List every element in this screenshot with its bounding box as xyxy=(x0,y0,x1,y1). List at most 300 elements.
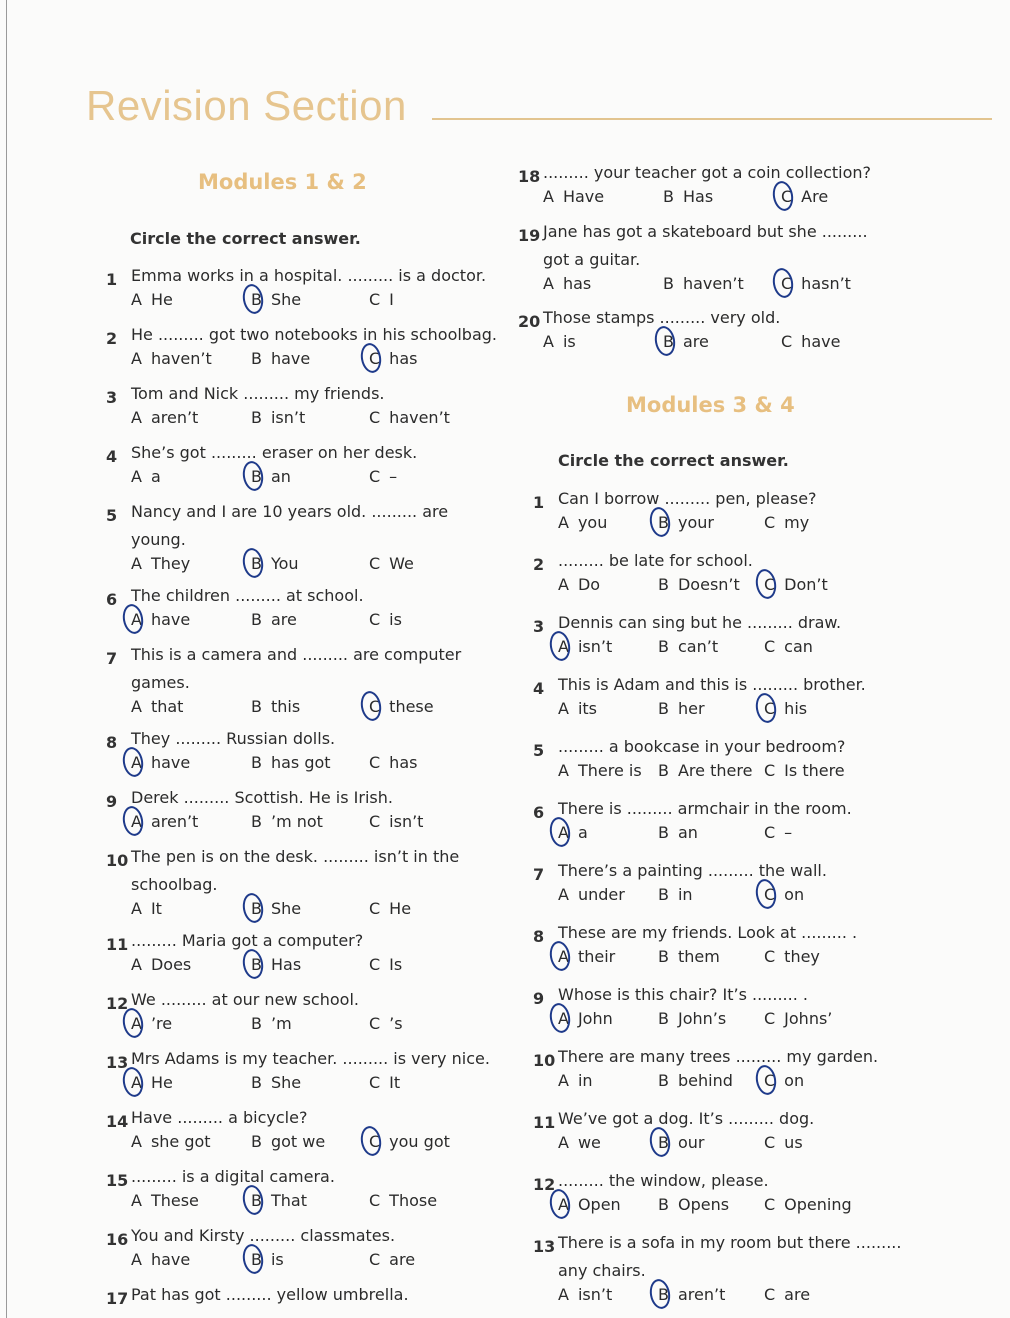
option-text: – xyxy=(389,467,398,486)
option-text: they xyxy=(784,947,820,966)
answer-option-a[interactable] xyxy=(558,883,625,906)
pen-circle-mark xyxy=(548,1001,573,1034)
answer-option-b[interactable] xyxy=(663,272,744,295)
question-text: This is Adam and this is ......... brother. xyxy=(558,675,866,694)
question-number: 2 xyxy=(533,555,545,574)
answer-option-b[interactable] xyxy=(251,1071,301,1094)
pen-circle-mark xyxy=(241,1183,266,1216)
option-text: He xyxy=(389,899,412,918)
option-text: my xyxy=(784,513,810,532)
answer-option-b[interactable] xyxy=(251,406,305,429)
answer-option-b[interactable] xyxy=(658,945,720,968)
option-letter: B xyxy=(658,1133,669,1152)
answer-option-c[interactable] xyxy=(781,272,851,295)
question-text: games. xyxy=(131,673,190,692)
option-letter: A xyxy=(131,1132,142,1151)
option-letter: A xyxy=(131,697,142,716)
answer-option-c[interactable] xyxy=(781,185,828,208)
answer-options xyxy=(543,272,893,295)
option-text: hasn’t xyxy=(801,274,851,293)
option-letter: A xyxy=(543,187,554,206)
option-text: has xyxy=(389,753,418,772)
option-letter: B xyxy=(251,349,262,368)
pen-circle-mark xyxy=(241,459,266,492)
option-letter: B xyxy=(251,610,262,629)
option-letter: C xyxy=(764,575,775,594)
option-letter: C xyxy=(764,1009,776,1028)
option-letter: B xyxy=(658,699,669,718)
option-text: isn’t xyxy=(389,812,424,831)
question-text: He ......... got two notebooks in his schoolbag. xyxy=(131,325,498,344)
option-text: have xyxy=(801,332,841,351)
pen-circle-mark xyxy=(359,689,384,722)
option-text: have xyxy=(150,1250,191,1269)
option-letter: B xyxy=(663,187,674,206)
option-text: He xyxy=(150,1073,173,1092)
option-text: are xyxy=(270,610,297,629)
option-letter: B xyxy=(663,332,674,351)
answer-option-b[interactable] xyxy=(658,573,740,596)
question-number: 9 xyxy=(106,792,118,811)
question-number: 6 xyxy=(533,803,545,822)
question-text: young. xyxy=(131,530,186,549)
option-letter: A xyxy=(131,1250,142,1269)
question-text: ......... Maria got a computer? xyxy=(131,931,364,950)
answer-options xyxy=(131,1130,481,1153)
answer-option-b[interactable] xyxy=(658,1007,726,1030)
question-text: ......... a bookcase in your bedroom? xyxy=(558,737,846,756)
answer-option-b[interactable] xyxy=(251,288,301,311)
answer-options xyxy=(131,751,481,774)
answer-option-c[interactable] xyxy=(369,810,423,833)
question-text: The children ......... at school. xyxy=(131,586,364,605)
pen-circle-mark xyxy=(548,815,573,848)
option-letter: C xyxy=(764,823,776,842)
answer-options xyxy=(131,347,481,370)
option-text: Doesn’t xyxy=(677,575,740,594)
option-letter: C xyxy=(764,699,775,718)
answer-option-c[interactable] xyxy=(764,1283,810,1306)
option-text: has got xyxy=(270,753,331,772)
answer-option-a[interactable] xyxy=(131,406,198,429)
answer-option-c[interactable] xyxy=(764,1131,803,1154)
question-text: There is ......... armchair in the room. xyxy=(558,799,852,818)
question-number: 12 xyxy=(533,1175,556,1194)
question-text: We ......... at our new school. xyxy=(131,990,359,1009)
option-text: Opening xyxy=(784,1195,852,1214)
answer-option-c[interactable] xyxy=(369,1071,400,1094)
answer-option-c[interactable] xyxy=(369,608,402,631)
option-letter: C xyxy=(764,513,776,532)
option-letter: A xyxy=(558,699,569,718)
pen-circle-mark xyxy=(548,1187,573,1220)
question-text: ......... your teacher got a coin collection? xyxy=(543,163,871,182)
option-letter: C xyxy=(781,274,792,293)
option-letter: B xyxy=(663,274,674,293)
answer-option-a[interactable] xyxy=(558,511,607,534)
option-text: is xyxy=(389,610,402,629)
option-letter: B xyxy=(658,513,669,532)
pen-circle-mark xyxy=(121,602,146,635)
option-letter: A xyxy=(558,1009,569,1028)
answer-option-a[interactable] xyxy=(131,695,183,718)
option-letter: A xyxy=(131,467,142,486)
option-letter: A xyxy=(543,274,554,293)
question-text: You and Kirsty ......... classmates. xyxy=(131,1226,396,1245)
answer-option-b[interactable] xyxy=(658,1069,733,1092)
answer-option-b[interactable] xyxy=(251,1130,325,1153)
option-letter: A xyxy=(558,513,569,532)
answer-option-b[interactable] xyxy=(663,185,713,208)
page-edge xyxy=(6,0,7,1318)
option-letter: B xyxy=(251,467,262,486)
option-letter: A xyxy=(131,1073,142,1092)
answer-option-c[interactable] xyxy=(764,1069,804,1092)
answer-option-b[interactable] xyxy=(251,465,291,488)
option-text: Those xyxy=(389,1191,438,1210)
answer-option-a[interactable] xyxy=(131,953,191,976)
answer-options xyxy=(558,1069,908,1092)
option-text: aren’t xyxy=(677,1285,726,1304)
answer-option-a[interactable] xyxy=(131,1130,211,1153)
question-number: 5 xyxy=(106,506,118,525)
answer-option-a[interactable] xyxy=(543,272,591,295)
question-text: Jane has got a skateboard but she ......... xyxy=(543,222,868,241)
pen-circle-mark xyxy=(648,1125,673,1158)
answer-options xyxy=(131,608,481,631)
answer-option-a[interactable] xyxy=(558,573,600,596)
option-text: our xyxy=(677,1133,705,1152)
answer-option-a[interactable] xyxy=(131,552,190,575)
answer-option-b[interactable] xyxy=(658,1193,729,1216)
answer-option-c[interactable] xyxy=(764,883,804,906)
answer-option-b[interactable] xyxy=(658,883,693,906)
answer-option-a[interactable] xyxy=(131,810,198,833)
answer-option-b[interactable] xyxy=(658,1283,725,1306)
answer-option-a[interactable] xyxy=(558,1007,613,1030)
question-text: Derek ......... Scottish. He is Irish. xyxy=(131,788,393,807)
answer-option-c[interactable] xyxy=(369,465,397,488)
answer-option-c[interactable] xyxy=(781,330,840,353)
option-letter: B xyxy=(658,1009,669,1028)
answer-option-b[interactable] xyxy=(251,1012,292,1035)
answer-option-c[interactable] xyxy=(369,751,417,774)
answer-option-c[interactable] xyxy=(764,511,809,534)
answer-option-a[interactable] xyxy=(558,759,642,782)
option-letter: B xyxy=(658,637,669,656)
option-text: haven’t xyxy=(150,349,212,368)
answer-option-b[interactable] xyxy=(663,330,709,353)
answer-option-b[interactable] xyxy=(658,697,705,720)
question-number: 11 xyxy=(533,1113,556,1132)
answer-option-a[interactable] xyxy=(558,1283,612,1306)
option-letter: B xyxy=(658,885,669,904)
question-number: 14 xyxy=(106,1112,129,1131)
question-text: There are many trees ......... my garden. xyxy=(558,1047,879,1066)
answer-options xyxy=(131,406,481,429)
option-letter: C xyxy=(369,290,381,309)
option-text: behind xyxy=(677,1071,733,1090)
question-text: Whose is this chair? It’s ......... . xyxy=(558,985,808,1004)
answer-option-a[interactable] xyxy=(543,185,604,208)
answer-options xyxy=(558,883,908,906)
option-text: your xyxy=(677,513,714,532)
answer-option-c[interactable] xyxy=(764,1193,852,1216)
answer-option-c[interactable] xyxy=(369,897,411,920)
option-text: in xyxy=(577,1071,593,1090)
option-letter: C xyxy=(764,761,776,780)
option-text: She xyxy=(270,290,302,309)
option-text: She xyxy=(270,899,302,918)
answer-option-c[interactable] xyxy=(764,635,813,658)
pen-circle-mark xyxy=(121,1065,146,1098)
pen-circle-mark xyxy=(121,1006,146,1039)
option-letter: A xyxy=(558,885,569,904)
answer-option-b[interactable] xyxy=(251,695,300,718)
option-letter: A xyxy=(131,899,142,918)
pen-circle-mark xyxy=(241,282,266,315)
answer-option-b[interactable] xyxy=(658,821,698,844)
answer-options xyxy=(558,1193,908,1216)
pen-circle-mark xyxy=(771,266,796,299)
answer-option-c[interactable] xyxy=(369,1248,415,1271)
answer-option-a[interactable] xyxy=(131,897,162,920)
option-letter: C xyxy=(369,1132,380,1151)
option-letter: C xyxy=(764,1133,776,1152)
option-letter: B xyxy=(251,1014,262,1033)
option-letter: C xyxy=(369,554,381,573)
question-number: 12 xyxy=(106,994,129,1013)
option-text: that xyxy=(150,697,184,716)
question-text: There’s a painting ......... the wall. xyxy=(558,861,827,880)
option-text: haven’t xyxy=(389,408,450,427)
option-text: a xyxy=(150,467,161,486)
option-text: an xyxy=(677,823,698,842)
option-letter: A xyxy=(131,812,142,831)
answer-options xyxy=(558,511,908,534)
question-number: 11 xyxy=(106,935,129,954)
option-letter: B xyxy=(658,575,669,594)
answer-option-a[interactable] xyxy=(131,1189,199,1212)
option-text: has xyxy=(562,274,592,293)
option-text: Are there xyxy=(677,761,753,780)
answer-option-b[interactable] xyxy=(251,751,331,774)
option-letter: B xyxy=(658,1195,669,1214)
option-letter: B xyxy=(251,753,262,772)
option-letter: C xyxy=(764,947,776,966)
option-text: under xyxy=(577,885,625,904)
answer-option-a[interactable] xyxy=(558,945,615,968)
option-letter: B xyxy=(251,812,262,831)
answer-options xyxy=(558,1007,908,1030)
option-letter: C xyxy=(369,349,380,368)
question-number: 10 xyxy=(106,851,129,870)
answer-option-b[interactable] xyxy=(251,810,323,833)
answer-option-c[interactable] xyxy=(764,821,792,844)
question-text: ......... is a digital camera. xyxy=(131,1167,335,1186)
question-number: 3 xyxy=(106,388,118,407)
option-text: has xyxy=(389,349,418,368)
option-letter: C xyxy=(369,408,381,427)
option-text: you got xyxy=(389,1132,450,1151)
answer-option-c[interactable] xyxy=(369,347,417,370)
question-text: The pen is on the desk. ......... isn’t in the xyxy=(131,847,460,866)
answer-option-a[interactable] xyxy=(131,465,161,488)
answer-option-c[interactable] xyxy=(369,953,402,976)
answer-option-a[interactable] xyxy=(131,1012,172,1035)
pen-circle-mark xyxy=(754,691,779,724)
option-text: John xyxy=(577,1009,613,1028)
option-text: It xyxy=(389,1073,401,1092)
option-letter: B xyxy=(658,1071,669,1090)
pen-circle-mark xyxy=(359,341,384,374)
option-letter: B xyxy=(251,1132,262,1151)
question-number: 5 xyxy=(533,741,545,760)
option-text: That xyxy=(270,1191,307,1210)
option-text: haven’t xyxy=(682,274,744,293)
option-letter: A xyxy=(558,1195,569,1214)
answer-option-c[interactable] xyxy=(369,288,394,311)
question-number: 18 xyxy=(518,167,541,186)
answer-option-c[interactable] xyxy=(369,1130,450,1153)
answer-option-c[interactable] xyxy=(369,406,450,429)
option-letter: B xyxy=(251,554,262,573)
question-text: She’s got ......... eraser on her desk. xyxy=(131,443,418,462)
option-letter: A xyxy=(131,955,142,974)
option-letter: A xyxy=(131,554,142,573)
answer-option-c[interactable] xyxy=(764,945,820,968)
option-text: isn’t xyxy=(270,408,306,427)
question-number: 7 xyxy=(533,865,545,884)
question-number: 13 xyxy=(106,1053,129,1072)
question-text: Emma works in a hospital. ......... is a doctor. xyxy=(131,266,487,285)
answer-options xyxy=(558,945,908,968)
pen-circle-mark xyxy=(548,629,573,662)
pen-circle-mark xyxy=(548,939,573,972)
answer-option-a[interactable] xyxy=(131,1248,190,1271)
page-title: Revision Section xyxy=(86,82,407,129)
option-text: Have xyxy=(562,187,605,206)
answer-options xyxy=(558,697,908,720)
question-text: ......... be late for school. xyxy=(558,551,753,570)
option-text: she got xyxy=(150,1132,211,1151)
answer-option-b[interactable] xyxy=(251,953,301,976)
option-text: Are xyxy=(801,187,829,206)
question-text: Those stamps ......... very old. xyxy=(543,308,781,327)
answer-option-b[interactable] xyxy=(251,347,310,370)
option-text: these xyxy=(389,697,434,716)
option-letter: A xyxy=(558,1285,569,1304)
option-text: He xyxy=(150,290,173,309)
question-number: 8 xyxy=(106,733,118,752)
option-letter: B xyxy=(251,1250,262,1269)
answer-option-b[interactable] xyxy=(658,1131,705,1154)
instruction-col1: Circle the correct answer. xyxy=(130,229,361,248)
option-letter: A xyxy=(131,610,142,629)
answer-option-b[interactable] xyxy=(658,635,718,658)
question-number: 4 xyxy=(106,447,118,466)
option-letter: C xyxy=(764,637,776,656)
option-text: their xyxy=(577,947,616,966)
answer-option-a[interactable] xyxy=(558,1131,601,1154)
answer-option-c[interactable] xyxy=(764,759,845,782)
question-text: We’ve got a dog. It’s ......... dog. xyxy=(558,1109,815,1128)
option-letter: A xyxy=(558,1133,569,1152)
question-text: got a guitar. xyxy=(543,250,641,269)
question-number: 2 xyxy=(106,329,118,348)
option-letter: A xyxy=(558,575,569,594)
option-text: an xyxy=(270,467,291,486)
answer-option-a[interactable] xyxy=(131,347,212,370)
answer-option-a[interactable] xyxy=(558,635,612,658)
question-number: 8 xyxy=(533,927,545,946)
answer-option-c[interactable] xyxy=(369,1189,437,1212)
option-letter: A xyxy=(558,823,569,842)
answer-option-c[interactable] xyxy=(764,1007,832,1030)
answer-option-c[interactable] xyxy=(764,697,807,720)
option-letter: B xyxy=(251,408,262,427)
option-letter: B xyxy=(251,955,262,974)
question-number: 19 xyxy=(518,226,541,245)
answer-option-a[interactable] xyxy=(558,1193,621,1216)
answer-options xyxy=(131,1189,481,1212)
answer-option-a[interactable] xyxy=(131,288,173,311)
answer-option-b[interactable] xyxy=(251,1248,284,1271)
answer-option-a[interactable] xyxy=(131,608,190,631)
answer-option-b[interactable] xyxy=(251,552,299,575)
answer-option-a[interactable] xyxy=(558,1069,593,1092)
option-text: in xyxy=(677,885,693,904)
answer-option-b[interactable] xyxy=(251,897,301,920)
answer-option-a[interactable] xyxy=(131,751,190,774)
pen-circle-mark xyxy=(648,505,673,538)
answer-option-a[interactable] xyxy=(131,1071,173,1094)
answer-options xyxy=(131,552,481,575)
question-text: They ......... Russian dolls. xyxy=(131,729,336,748)
option-text: Has xyxy=(270,955,302,974)
option-text: ’m xyxy=(270,1014,292,1033)
question-number: 13 xyxy=(533,1237,556,1256)
answer-option-a[interactable] xyxy=(558,697,597,720)
answer-option-a[interactable] xyxy=(558,821,588,844)
answer-option-c[interactable] xyxy=(764,573,828,596)
option-text: Is there xyxy=(784,761,845,780)
option-letter: A xyxy=(558,761,569,780)
option-text: ’s xyxy=(389,1014,403,1033)
option-text: – xyxy=(784,823,793,842)
answer-option-c[interactable] xyxy=(369,552,414,575)
answer-option-b[interactable] xyxy=(658,511,714,534)
option-text: you xyxy=(577,513,608,532)
answer-options xyxy=(131,1248,481,1271)
answer-option-c[interactable] xyxy=(369,1012,403,1035)
answer-option-b[interactable] xyxy=(658,759,752,782)
answer-options xyxy=(131,288,481,311)
pen-circle-mark xyxy=(241,891,266,924)
pen-circle-mark xyxy=(754,567,779,600)
instruction-col2: Circle the correct answer. xyxy=(558,451,789,470)
option-text: Do xyxy=(577,575,601,594)
option-text: this xyxy=(270,697,301,716)
answer-option-c[interactable] xyxy=(369,695,434,718)
answer-options xyxy=(558,635,908,658)
question-text: This is a camera and ......... are computer xyxy=(131,645,462,664)
answer-option-b[interactable] xyxy=(251,608,297,631)
answer-option-b[interactable] xyxy=(251,1189,307,1212)
answer-option-a[interactable] xyxy=(543,330,576,353)
pen-circle-mark xyxy=(771,179,796,212)
option-text: isn’t xyxy=(577,637,613,656)
